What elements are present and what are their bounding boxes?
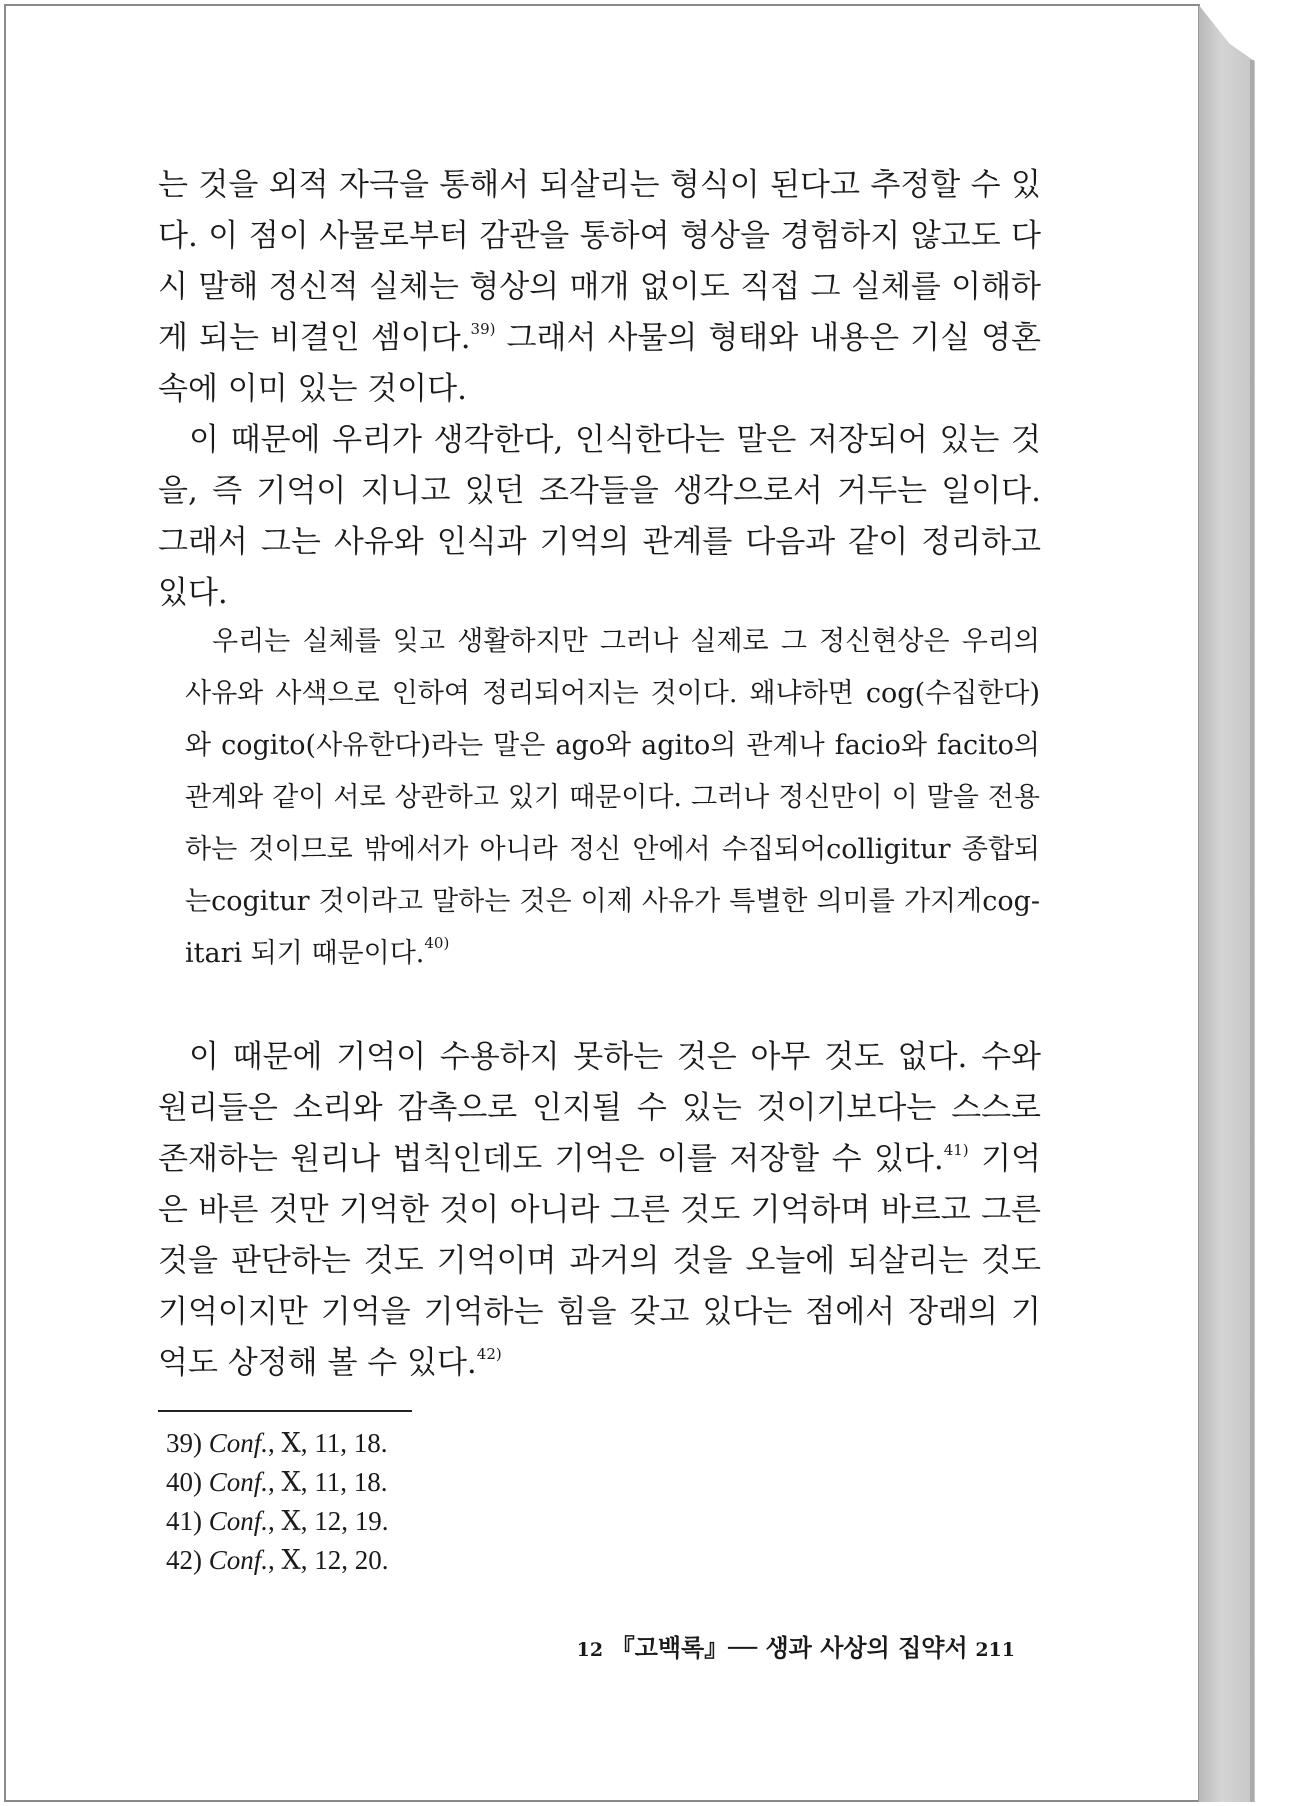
- paragraph: [158, 160, 1041, 415]
- footnote-reference: , Ⅹ, 12, 19.: [268, 1506, 389, 1536]
- footnote-work: Conf.: [208, 1428, 269, 1458]
- footnote-reference: , Ⅹ, 12, 20.: [268, 1545, 389, 1575]
- footnote-number: 39): [166, 1428, 202, 1458]
- footnote-marker: 41): [943, 1141, 969, 1159]
- footnote: [166, 1502, 666, 1541]
- footnote-number: 40): [166, 1467, 202, 1497]
- footnote-marker: 42): [476, 1345, 502, 1363]
- paragraph-text: 그래서 사물의 형태와 내용은 기실 영혼 속에 이미 있는 것이다.: [158, 320, 1041, 407]
- footnote-number: 42): [166, 1545, 202, 1575]
- footnote-divider: [158, 1410, 412, 1412]
- page-edge-shadow: [1250, 60, 1254, 1802]
- paragraph-text: 는 것을 외적 자극을 통해서 되살리는 형식이 된다고 추정할 수 있다. 이 점이 사물로부터 감관을 통하여 형상을 경험하지 않고도 다시 말해 정신적 실체는 형상의 매개 없이도 직접 그 실체를 이해하게 되는 비결인 셈이다.: [158, 167, 1041, 356]
- paragraph: 이 때문에 우리가 생각한다, 인식한다는 말은 저장되어 있는 것을, 즉 기억이 지니고 있던 조각들을 생각으로서 거두는 일이다. 그래서 그는 사유와 인식과 기억의 관계를 다음과 같이 정리하고 있다.: [158, 422, 1041, 611]
- chapter-title: 『고백록』── 생과 사상의 집약서: [610, 1633, 968, 1662]
- quote-text: 우리는 실체를 잊고 생활하지만 그러나 실제로 그 정신현상은 우리의 사유와 사색으로 인하여 정리되어지는 것이다. 왜냐하면 cog(수집한다)와 cogito(사유한다)라는 말은 ago와 agito의 관계나 facio와 facito의 관계와 같이 서로 상관하고 있기 때문이다. 그러나 정신만이 이 말을 전용하는 것이므로 밖에서가 아니라 정신 안에서 수집되어colligitur 종합되는cogitur 것이라고 말하는 것은 이제 사유가 특별한 의미를 가지게cog-itari 되기 때문이다.: [185, 626, 1040, 969]
- footnote-reference: , Ⅹ, 11, 18.: [268, 1467, 388, 1497]
- footnote: [166, 1541, 666, 1580]
- footnote-work: Conf.: [208, 1467, 269, 1497]
- footnote-marker: 39): [470, 320, 496, 338]
- footnotes: [166, 1424, 666, 1580]
- footnote-work: Conf.: [208, 1545, 269, 1575]
- footnote: [166, 1463, 666, 1502]
- footnote-work: Conf.: [208, 1506, 269, 1536]
- running-footer: [540, 1632, 1015, 1666]
- block-quote: [185, 616, 1040, 980]
- paragraph-text: 기억은 바른 것만 기억한 것이 아니라 그른 것도 기억하며 바르고 그른 것을 판단하는 것도 기억이며 과거의 것을 오늘에 되살리는 것도 기억이지만 기억을 기억하는 힘을 갖고 있다는 점에서 장래의 기억도 상정해 볼 수 있다.: [158, 1141, 1041, 1381]
- footnote: [166, 1424, 666, 1463]
- paragraph: [158, 1032, 1041, 1389]
- body-text: [158, 160, 1041, 619]
- quote-paragraph: [185, 616, 1040, 980]
- footnote-number: 41): [166, 1506, 202, 1536]
- footnote-marker: 40): [424, 934, 450, 952]
- body-text: [158, 1032, 1041, 1389]
- footnote-reference: , Ⅹ, 11, 18.: [268, 1428, 388, 1458]
- page-number: 211: [975, 1639, 1015, 1661]
- chapter-number: 12: [576, 1639, 604, 1661]
- page-edge: [1198, 4, 1255, 1802]
- paragraph-text: 이 때문에 기억이 수용하지 못하는 것은 아무 것도 없다. 수와 원리들은 소리와 감촉으로 인지될 수 있는 것이기보다는 스스로 존재하는 원리나 법칙인데도 기억은 이를 저장할 수 있다.: [158, 1039, 1041, 1177]
